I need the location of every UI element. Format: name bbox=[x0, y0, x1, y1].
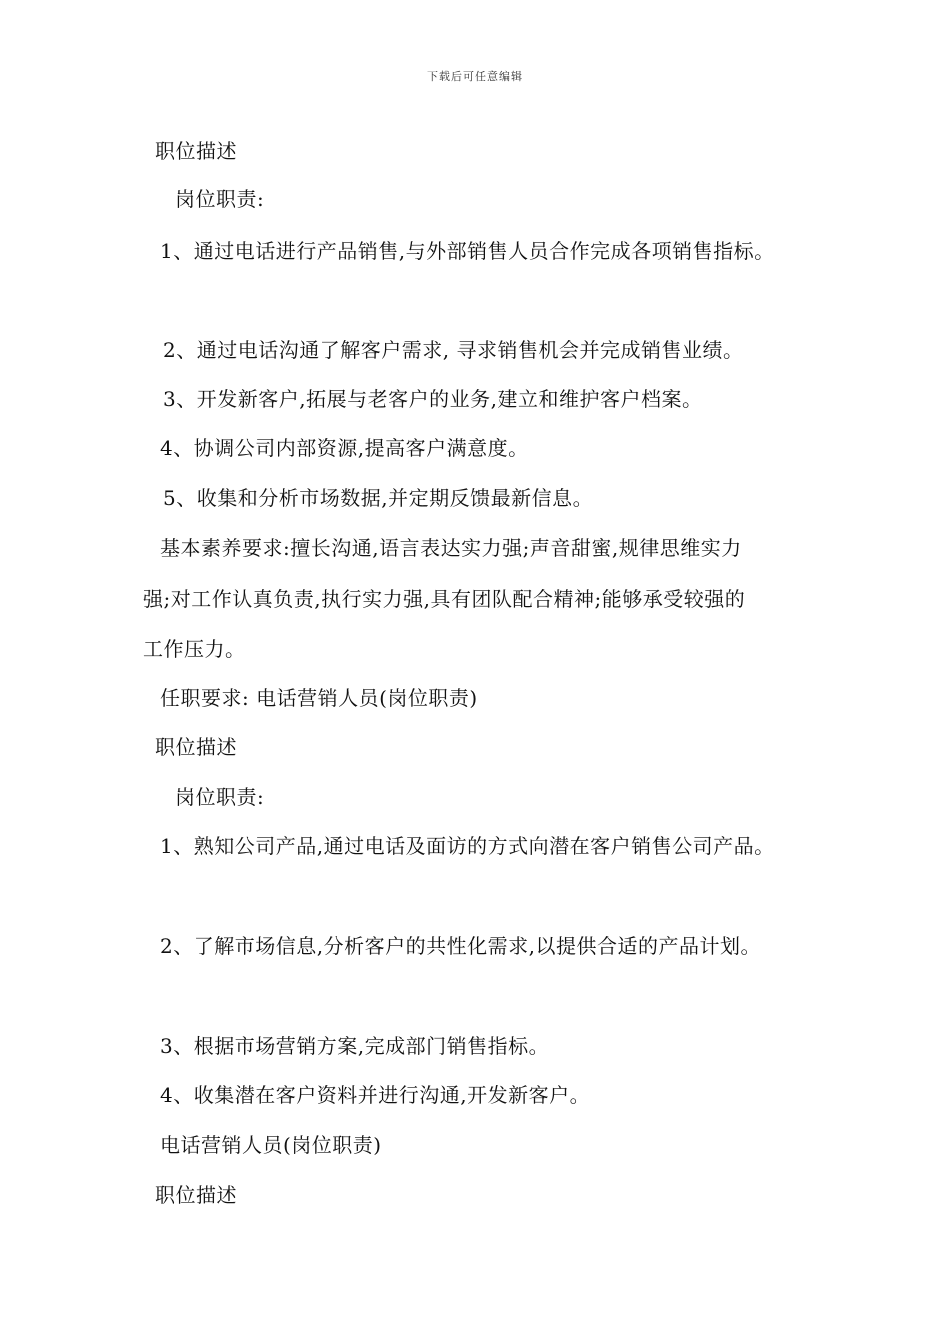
section-title-job-description: 职位描述 bbox=[155, 735, 237, 759]
paragraph-line: 3、根据市场营销方案,完成部门销售指标。 bbox=[160, 1034, 550, 1058]
paragraph-line: 强;对工作认真负责,执行实力强,具有团队配合精神;能够承受较强的 bbox=[143, 587, 746, 611]
paragraph-line: 基本素养要求:擅长沟通,语言表达实力强;声音甜蜜,规律思维实力 bbox=[160, 536, 742, 560]
paragraph-line: 4、收集潜在客户资料并进行沟通,开发新客户。 bbox=[160, 1083, 591, 1107]
section-title-job-description: 职位描述 bbox=[155, 1183, 237, 1207]
page-header: 下载后可任意编辑 bbox=[427, 70, 523, 83]
paragraph-line: 1、熟知公司产品,通过电话及面访的方式向潜在客户销售公司产品。 bbox=[160, 834, 775, 858]
paragraph-line: 任职要求: 电话营销人员(岗位职责) bbox=[160, 686, 478, 710]
section-title-job-description: 职位描述 bbox=[155, 139, 237, 163]
section-label-responsibilities: 岗位职责: bbox=[175, 187, 265, 211]
paragraph-line: 3、开发新客户,拓展与老客户的业务,建立和维护客户档案。 bbox=[163, 387, 703, 411]
paragraph-line: 电话营销人员(岗位职责) bbox=[160, 1133, 382, 1157]
paragraph-line: 1、通过电话进行产品销售,与外部销售人员合作完成各项销售指标。 bbox=[160, 239, 775, 263]
paragraph-line: 4、协调公司内部资源,提高客户满意度。 bbox=[160, 436, 529, 460]
section-label-responsibilities: 岗位职责: bbox=[175, 785, 265, 809]
paragraph-line: 2、了解市场信息,分析客户的共性化需求,以提供合适的产品计划。 bbox=[160, 934, 761, 958]
paragraph-line: 2、通过电话沟通了解客户需求, 寻求销售机会并完成销售业绩。 bbox=[163, 338, 744, 362]
paragraph-line: 5、收集和分析市场数据,并定期反馈最新信息。 bbox=[163, 486, 594, 510]
paragraph-line: 工作压力。 bbox=[143, 637, 246, 661]
